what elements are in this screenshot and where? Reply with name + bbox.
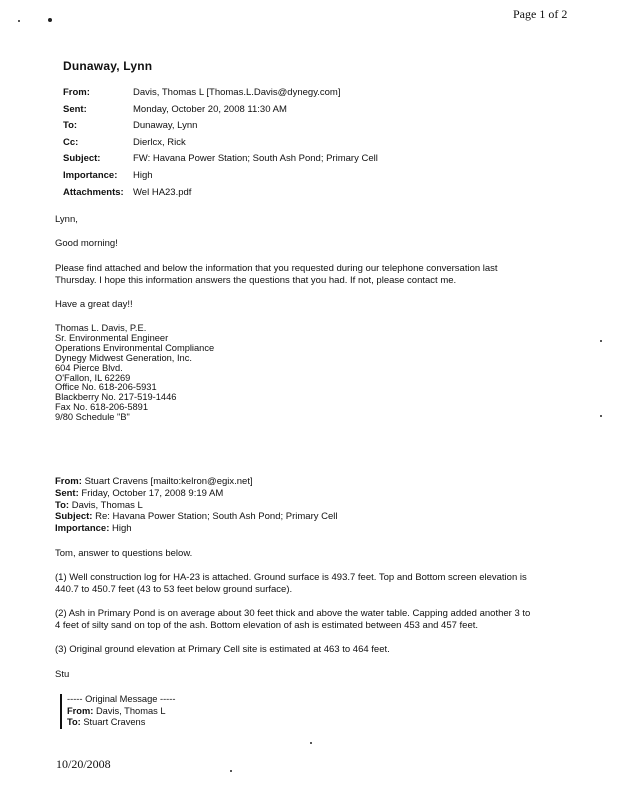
header-key: Cc:	[63, 136, 79, 148]
mailbox-owner: Dunaway, Lynn	[63, 59, 153, 73]
fwd-item-line: 440.7 to 450.7 feet (43 to 53 feet below ground surface).	[55, 583, 293, 595]
attachment-link[interactable]: Wel HA23.pdf	[133, 186, 192, 198]
fwd-sent-label: Sent:	[55, 487, 79, 499]
header-value: High	[133, 169, 153, 181]
quoted-to-label: To:	[67, 717, 81, 728]
page-number: Page 1 of 2	[513, 7, 568, 21]
header-row-subject	[63, 153, 378, 170]
header-row-attachments	[63, 187, 378, 204]
closing: Have a great day!!	[55, 299, 133, 310]
header-row-to	[63, 120, 378, 137]
scan-speck	[18, 20, 20, 22]
fwd-to-value: Davis, Thomas L	[71, 499, 143, 511]
fwd-item-line: (1) Well construction log for HA-23 is attached. Ground surface is 493.7 feet. Top and Bottom screen elevation is	[55, 572, 527, 583]
fwd-from-row	[55, 476, 575, 488]
scan-speck	[600, 340, 602, 342]
signature-line: Blackberry No. 217-519-1446	[55, 392, 177, 403]
signature-line: Sr. Environmental Engineer	[55, 332, 169, 343]
scan-speck	[230, 770, 232, 772]
header-key: To:	[63, 120, 78, 132]
header-key: Importance:	[63, 169, 118, 181]
fwd-importance-row	[55, 523, 575, 535]
body-line: Please find attached and below the information that you requested during our telephone conversation last	[55, 263, 498, 274]
fwd-subject-value: Re: Havana Power Station; South Ash Pond; Primary Cell	[95, 511, 338, 523]
scan-speck	[310, 742, 312, 744]
quoted-from-value: Davis, Thomas L	[95, 705, 166, 716]
fwd-to-row	[55, 500, 575, 512]
fwd-to-label: To:	[55, 499, 70, 511]
fwd-item-1	[55, 572, 575, 595]
signature-line: Dynegy Midwest Generation, Inc.	[55, 352, 192, 363]
fwd-intro: Tom, answer to questions below.	[55, 548, 193, 559]
signature-line: Fax No. 618-206-5891	[55, 402, 149, 413]
scan-speck	[600, 415, 602, 417]
body-paragraph	[55, 263, 575, 286]
header-key: Subject:	[63, 153, 101, 165]
header-key: Attachments:	[63, 186, 124, 198]
fwd-item-line: 4 feet of silty sand on top of the ash. Bottom elevation of ash is estimated between 453 and 457 feet.	[55, 619, 479, 631]
fwd-item-line: (2) Ash in Primary Pond is on average about 30 feet thick and above the water table. Capping added another 3 to	[55, 608, 531, 619]
header-value: Dunaway, Lynn	[133, 120, 198, 132]
fwd-subject-row	[55, 511, 575, 523]
email-header	[63, 87, 378, 203]
fwd-subject-label: Subject:	[55, 511, 93, 523]
body-line: Thursday. I hope this information answers the questions that you had. If not, please contact me.	[55, 274, 457, 286]
fwd-sent-row	[55, 488, 575, 500]
greeting: Good morning!	[55, 238, 118, 249]
footer-date: 10/20/2008	[56, 757, 111, 771]
fwd-sent-value: Friday, October 17, 2008 9:19 AM	[81, 487, 224, 499]
scan-speck	[48, 18, 52, 22]
header-row-importance	[63, 170, 378, 187]
fwd-from-label: From:	[55, 476, 82, 487]
fwd-item-2	[55, 608, 575, 631]
quoted-message	[60, 694, 307, 729]
header-value: Monday, October 20, 2008 11:30 AM	[133, 103, 287, 115]
signature-line: Office No. 618-206-5931	[55, 382, 157, 393]
fwd-signoff: Stu	[55, 669, 70, 680]
header-row-cc	[63, 137, 378, 154]
header-key: Sent:	[63, 103, 87, 115]
signature-line: 9/80 Schedule "B"	[55, 412, 130, 423]
forwarded-header	[55, 476, 575, 535]
fwd-from-value[interactable]: Stuart Cravens [mailto:kelron@egix.net]	[84, 476, 253, 487]
fwd-item-3: (3) Original ground elevation at Primary Cell site is estimated at 463 to 464 feet.	[55, 644, 390, 655]
header-value: Dierlcx, Rick	[133, 136, 186, 148]
signature-block	[55, 324, 575, 423]
quoted-from-row	[67, 706, 307, 718]
salutation: Lynn,	[55, 214, 78, 225]
quoted-to-value: Stuart Cravens	[83, 717, 146, 728]
header-key: From:	[63, 87, 90, 98]
quoted-from-label: From:	[67, 705, 94, 716]
header-value: Davis, Thomas L [Thomas.L.Davis@dynegy.com]	[133, 87, 341, 98]
header-value: FW: Havana Power Station; South Ash Pond; Primary Cell	[133, 153, 378, 165]
fwd-importance-label: Importance:	[55, 523, 110, 535]
signature-line: Thomas L. Davis, P.E.	[55, 323, 147, 333]
quoted-divider: ----- Original Message -----	[67, 694, 176, 704]
header-row-from	[63, 87, 378, 104]
quoted-to-row	[67, 717, 307, 729]
header-row-sent	[63, 104, 378, 121]
signature-line: O'Fallon, IL 62269	[55, 372, 131, 383]
fwd-importance-value: High	[112, 523, 132, 535]
signature-line: Operations Environmental Compliance	[55, 342, 215, 353]
signature-line: 604 Pierce Blvd.	[55, 362, 123, 373]
